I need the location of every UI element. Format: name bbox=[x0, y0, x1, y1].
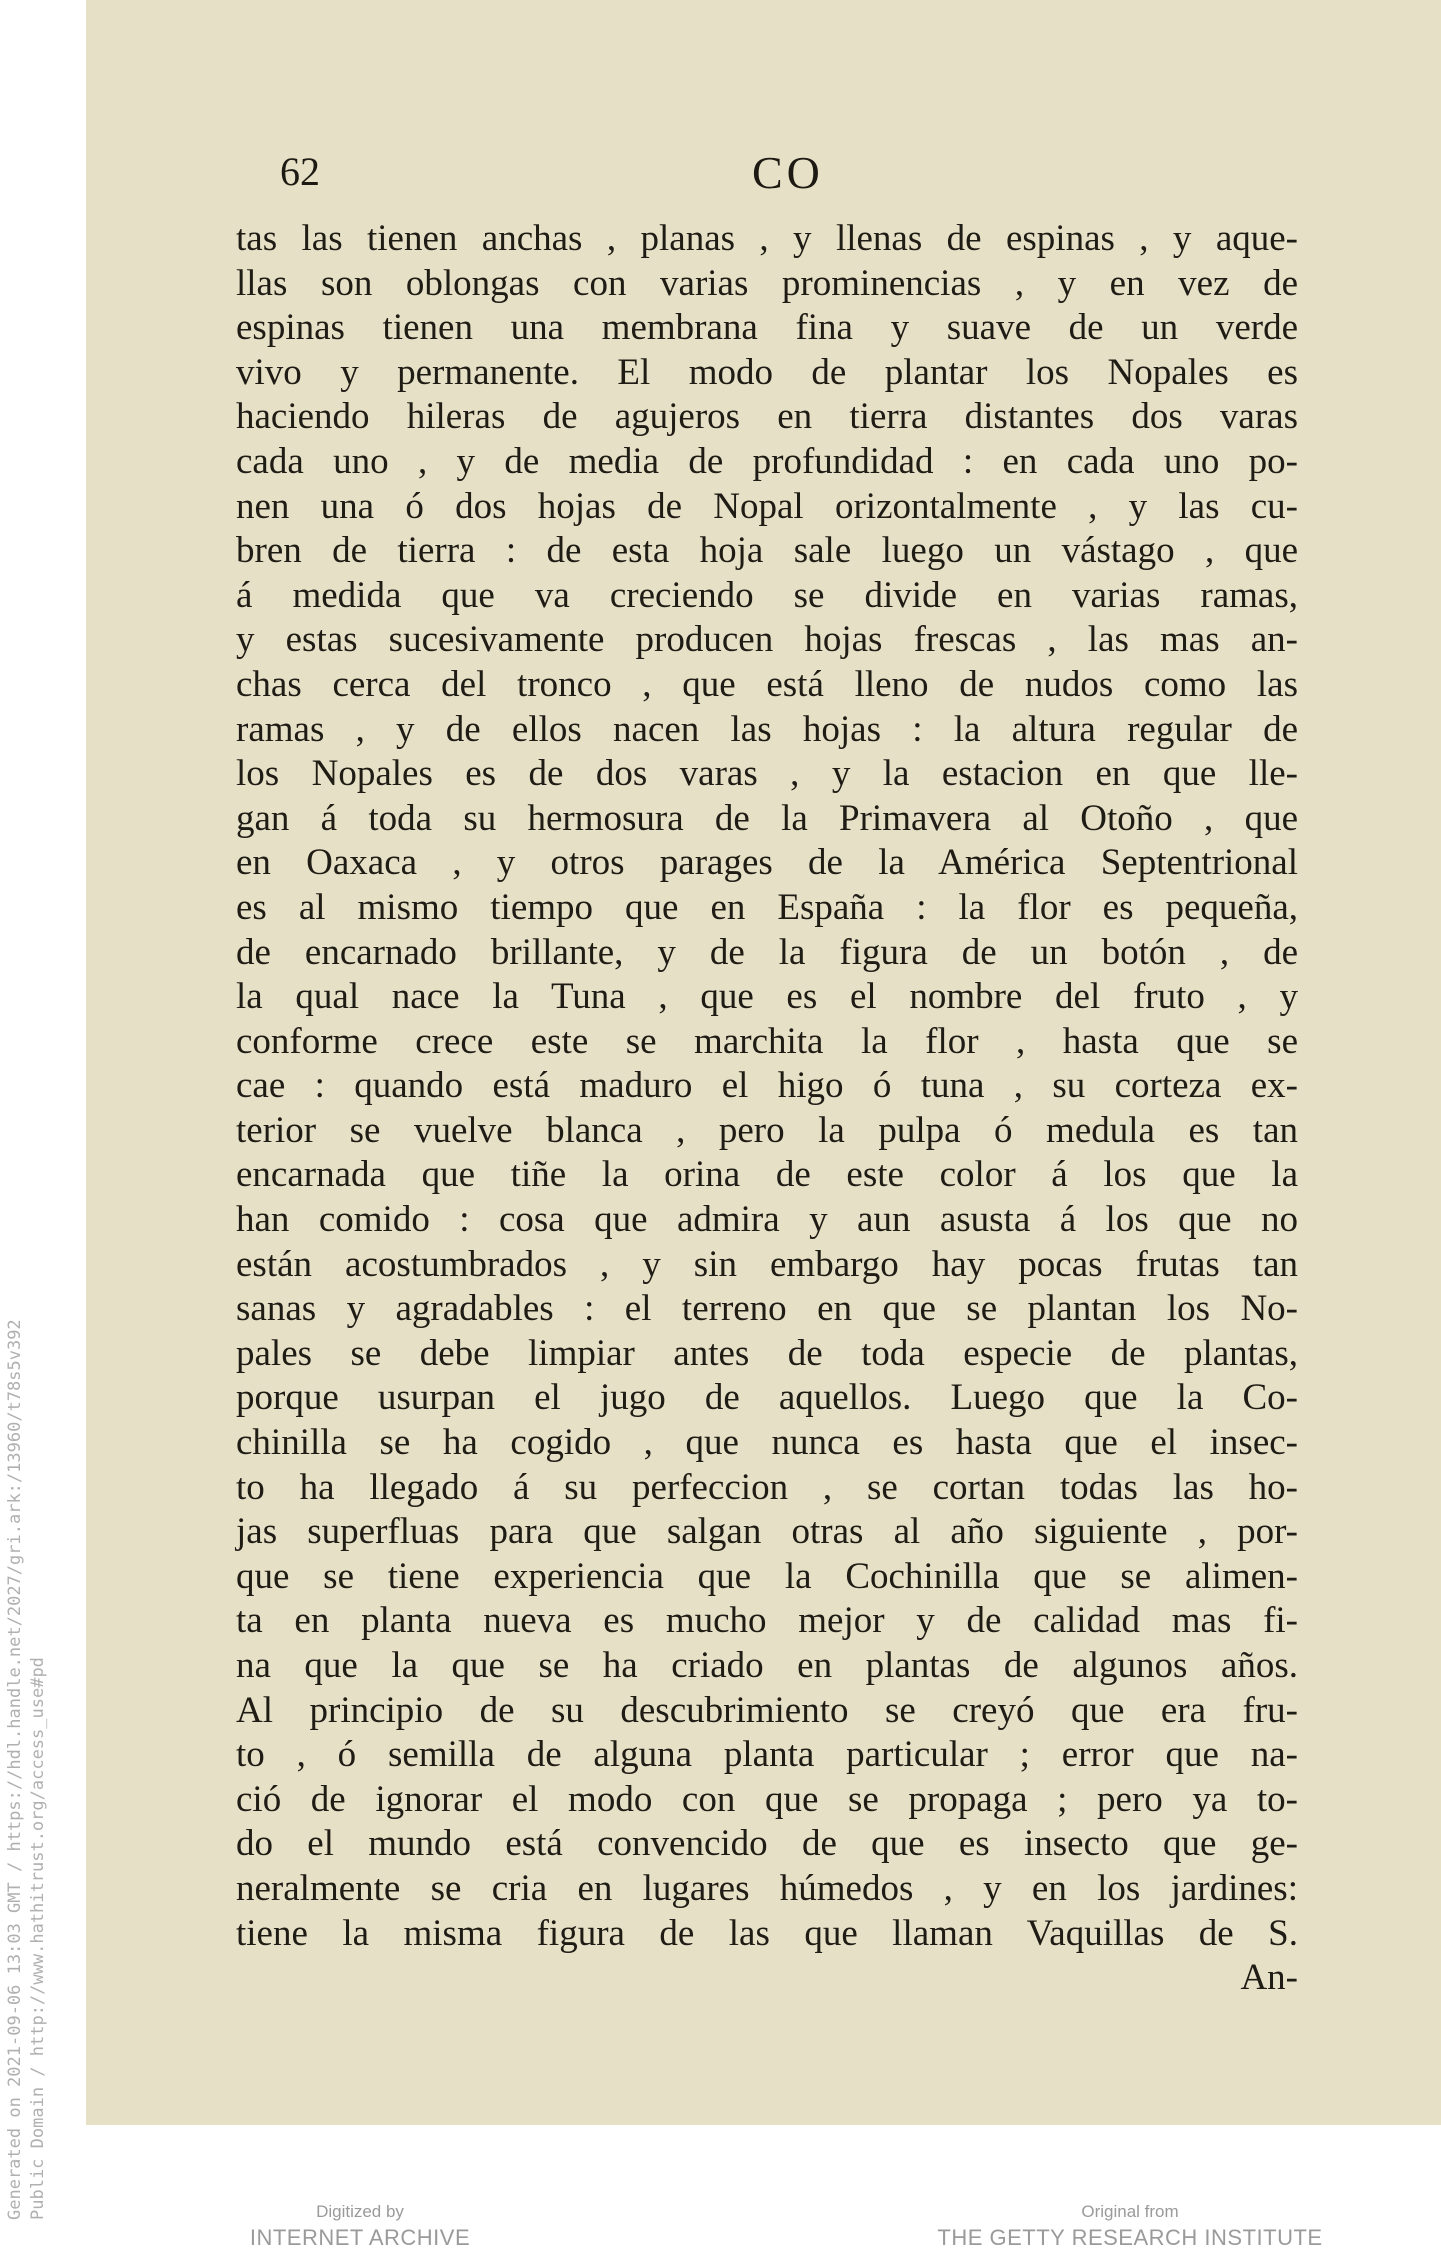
text-line: to , ó semilla de alguna planta particular ; error que na- bbox=[236, 1734, 1298, 1776]
text-line: á medida que va creciendo se divide en varias ramas, bbox=[236, 574, 1298, 616]
digitized-by-label: Digitized by bbox=[316, 2202, 404, 2221]
margin-note-line-2: Public Domain / http://www.hathitrust.org/access_use#pd bbox=[28, 1657, 48, 2220]
body-text bbox=[236, 217, 1298, 2001]
original-from-label: Original from bbox=[1081, 2202, 1179, 2221]
margin-note-line-1: Generated on 2021-09-06 13:03 GMT / https://hdl.handle.net/2027/gri.ark:/13960/t78s5v392 bbox=[5, 1319, 25, 2220]
text-line: do el mundo está convencido de que es insecto que ge- bbox=[236, 1823, 1298, 1865]
text-line: chinilla se ha cogido , que nunca es hasta que el insec- bbox=[236, 1422, 1298, 1464]
text-line: han comido : cosa que admira y aun asusta á los que no bbox=[236, 1199, 1298, 1241]
text-line: pales se debe limpiar antes de toda especie de plantas, bbox=[236, 1332, 1298, 1374]
text-line: cae : quando está maduro el higo ó tuna , su corteza ex- bbox=[236, 1065, 1298, 1107]
text-line: haciendo hileras de agujeros en tierra distantes dos varas bbox=[236, 396, 1298, 438]
text-line: gan á toda su hermosura de la Primavera al Otoño , que bbox=[236, 797, 1298, 839]
text-line: llas son oblongas con varias prominencias , y en vez de bbox=[236, 262, 1298, 304]
text-line: los Nopales es de dos varas , y la estacion en que lle- bbox=[236, 753, 1298, 795]
text-line: es al mismo tiempo que en España : la flor es pequeña, bbox=[236, 886, 1298, 928]
text-line: ramas , y de ellos nacen las hojas : la altura regular de bbox=[236, 708, 1298, 750]
digitized-by-credit bbox=[230, 2200, 490, 2252]
text-line: conforme crece este se marchita la flor , hasta que se bbox=[236, 1020, 1298, 1062]
text-line: ta en planta nueva es mucho mejor y de calidad mas fi- bbox=[236, 1600, 1298, 1642]
text-line: que se tiene experiencia que la Cochinilla que se alimen- bbox=[236, 1555, 1298, 1597]
text-line: tas las tienen anchas , planas , y llenas de espinas , y aque- bbox=[236, 218, 1298, 259]
text-line: ció de ignorar el modo con que se propaga ; pero ya to- bbox=[236, 1778, 1298, 1820]
catchword: An- bbox=[1240, 1957, 1298, 1999]
text-line: nen una ó dos hojas de Nopal orizontalmente , y las cu- bbox=[236, 485, 1298, 527]
text-line: chas cerca del tronco , que está lleno de nudos como las bbox=[236, 663, 1298, 705]
internet-archive-label: INTERNET ARCHIVE bbox=[249, 2225, 471, 2250]
text-line: tiene la misma figura de las que llaman Vaquillas de S. bbox=[236, 1912, 1298, 1954]
original-from-credit bbox=[880, 2200, 1380, 2252]
text-line: terior se vuelve blanca , pero la pulpa ó medula es tan bbox=[236, 1109, 1298, 1151]
text-line: jas superfluas para que salgan otras al año siguiente , por- bbox=[236, 1511, 1298, 1553]
text-line: y estas sucesivamente producen hojas frescas , las mas an- bbox=[236, 619, 1298, 661]
page-number: 62 bbox=[280, 149, 320, 194]
text-line: na que la que se ha criado en plantas de algunos años. bbox=[236, 1645, 1298, 1686]
text-line: están acostumbrados , y sin embargo hay pocas frutas tan bbox=[236, 1243, 1298, 1285]
text-line: la qual nace la Tuna , que es el nombre del fruto , y bbox=[236, 976, 1298, 1018]
text-line: porque usurpan el jugo de aquellos. Luego que la Co- bbox=[236, 1377, 1298, 1419]
text-line: cada uno , y de media de profundidad : en cada uno po- bbox=[236, 440, 1298, 482]
access-margin-note bbox=[4, 1100, 50, 2220]
text-line: to ha llegado á su perfeccion , se cortan todas las ho- bbox=[236, 1466, 1298, 1508]
text-line: encarnada que tiñe la orina de este color á los que la bbox=[236, 1154, 1298, 1196]
text-line: de encarnado brillante, y de la figura de un botón , de bbox=[236, 931, 1298, 973]
running-head: CO bbox=[752, 147, 824, 198]
text-line: espinas tienen una membrana fina y suave de un verde bbox=[236, 307, 1298, 349]
text-line: sanas y agradables : el terreno en que se plantan los No- bbox=[236, 1288, 1298, 1330]
getty-institute-label: THE GETTY RESEARCH INSTITUTE bbox=[937, 2225, 1323, 2250]
text-line: neralmente se cria en lugares húmedos , y en los jardines: bbox=[236, 1867, 1298, 1909]
text-line: Al principio de su descubrimiento se creyó que era fru- bbox=[236, 1689, 1298, 1731]
text-line: bren de tierra : de esta hoja sale luego un vástago , que bbox=[236, 530, 1298, 572]
text-line: en Oaxaca , y otros parages de la América Septentrional bbox=[236, 842, 1298, 884]
text-line: vivo y permanente. El modo de plantar los Nopales es bbox=[236, 351, 1298, 393]
